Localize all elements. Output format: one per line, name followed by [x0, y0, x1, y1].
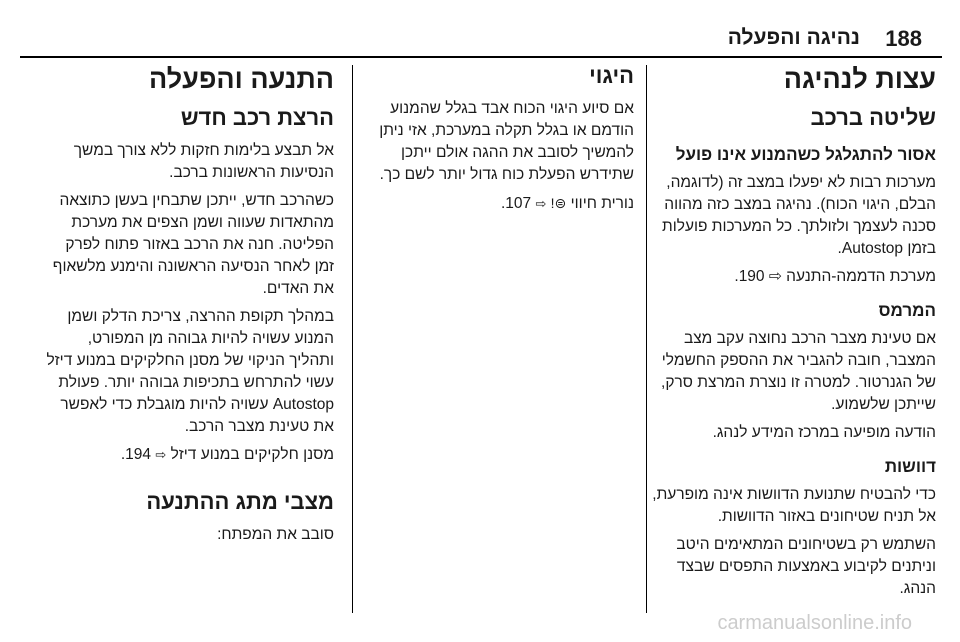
watermark: carmanualsonline.info — [717, 612, 912, 634]
section-subtitle: הרצת רכב חדש — [180, 105, 334, 130]
subsection-heading: אסור להתגלגל כשהמנוע אינו פועל — [675, 145, 936, 164]
section-title: עצות לנהיגה — [783, 64, 936, 94]
cross-reference[interactable]: מערכת הדממה-התנעה ⇨ 190. — [734, 268, 936, 285]
reference-page: 107 — [505, 195, 532, 212]
paragraph: כדי להבטיח שתנועת הדוושות אינה מופרעת, אל תניח שטיחונים באזור הדוושות. — [652, 486, 936, 525]
cross-reference[interactable]: נורית חיווי ⊜! ⇨ 107. — [344, 192, 634, 215]
section-subtitle: שליטה ברכב — [810, 105, 936, 130]
running-title: נהיגה והפעלה — [727, 26, 860, 49]
paragraph: השתמש רק בשטיחונים המתאימים היטב וניתנים לקיבוע באמצעות התפסים שבצד הנהג. — [676, 536, 936, 597]
section-heading: מצבי מתג ההתנעה — [146, 489, 334, 514]
header-rule — [20, 56, 942, 58]
paragraph: הודעה מופיעה במרכז המידע לנהג. — [712, 424, 936, 441]
column-left — [44, 62, 334, 552]
paragraph: אל תבצע בלימות חזקות ללא צורך במשך הנסיעות הראשונות ברכב. — [73, 142, 334, 181]
page-reference-arrow-icon: ⇨ — [155, 447, 167, 462]
paragraph: אם סיוע היגוי הכוח אבד בגלל שהמנוע הודמם או בגלל תקלה במערכת, אזי ניתן להמשיך לסובב את ההגה אולם ייתכן שתידרש הפעלת כוח גדול יותר לשם כך. — [379, 100, 634, 183]
reference-label: נורית חיווי — [570, 195, 634, 212]
paragraph: סובב את המפתח: — [217, 526, 334, 543]
reference-label: מסנן חלקיקים במנוע דיזל — [170, 446, 334, 463]
subsection-heading: דוושות — [884, 457, 936, 476]
paragraph: מערכות רבות לא יפעלו במצב זה (לדוגמה, הבלם, היגוי הכוח). נהיגה במצב כזה מהווה סכנה לעצמך ולזולתך. כל המערכות פועלות בזמן Autostop. — [662, 174, 936, 257]
column-right — [646, 62, 936, 606]
paragraph: כשהרכב חדש, ייתכן שתבחין בעשן כתוצאה מהתאדות שעווה ושמן הצפים את מערכת הפליטה. חנה את הרכב באזור פתוח לפרק זמן לאחר הנסיעה הראשונה והימנע מלשאוף את האדים. — [52, 192, 334, 297]
section-heading: היגוי — [589, 63, 634, 88]
section-title: התנעה והפעלה — [149, 64, 334, 94]
page-number: 188 — [885, 26, 922, 51]
warning-light-icon: ⊜! — [550, 195, 567, 211]
subsection-heading: המרמס — [878, 301, 936, 320]
page-reference-arrow-icon: ⇨ — [535, 196, 547, 211]
cross-reference[interactable]: מסנן חלקיקים במנוע דיזל ⇨ 194. — [44, 444, 334, 466]
paragraph: אם טעינת מצבר הרכב נחוצה עקב מצב המצבר, חובה להגביר את ההספק החשמלי של הגנרטור. למטרה זו נוצרת המרצת סרק, שייתכן שלשמוע. — [661, 330, 936, 413]
paragraph: במהלך תקופת ההרצה, צריכת הדלק ושמן המנוע עשויה להיות גבוהה מן המפורט, ותהליך הניקוי של מסנן החלקיקים במנוע דיזל עשוי להתרחש בתכיפות גבוהה יותר. פעולת Autostop עשויה להיות מוגבלת כדי לאפשר את טעינת מצבר הרכב. — [46, 308, 334, 435]
page-header — [0, 26, 960, 56]
reference-page: 194 — [125, 446, 152, 463]
column-middle — [344, 62, 634, 221]
